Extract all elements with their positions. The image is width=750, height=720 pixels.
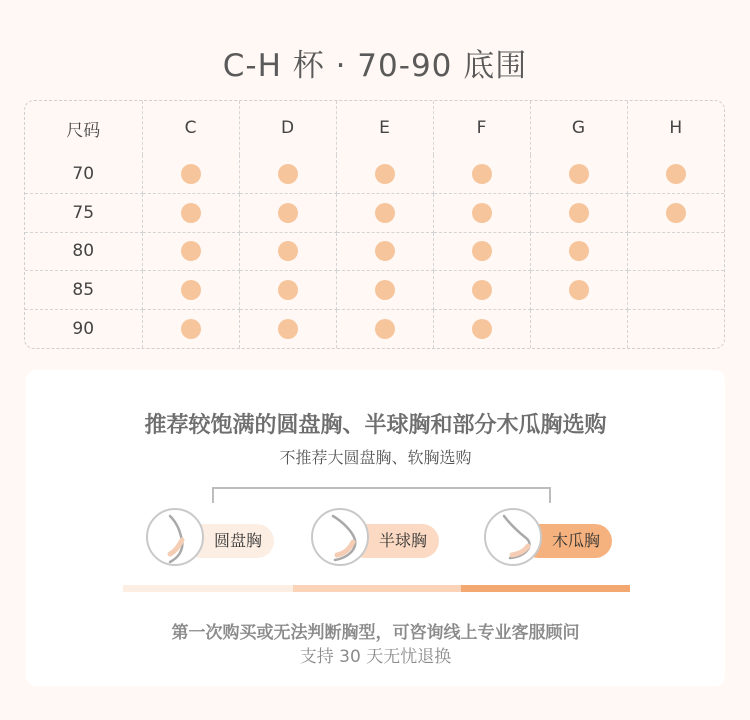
return-policy-note: 支持 30 天无忧退换	[299, 647, 452, 667]
available-dot-icon	[181, 241, 201, 261]
size-cell	[627, 309, 724, 348]
available-dot-icon	[278, 241, 298, 261]
available-dot-icon	[181, 280, 201, 300]
gradient-bar	[123, 585, 630, 592]
cup-header: C	[142, 101, 239, 155]
shape-label-hemisphere: 半球胸	[349, 524, 439, 558]
table-row	[25, 232, 724, 271]
available-dot-icon	[278, 203, 298, 223]
size-cell	[142, 232, 239, 271]
size-cell	[433, 309, 530, 348]
available-dot-icon	[278, 164, 298, 184]
table-row	[25, 309, 724, 348]
available-dot-icon	[278, 319, 298, 339]
available-dot-icon	[569, 203, 589, 223]
size-cell	[627, 271, 724, 310]
shape-label-disc: 圆盘胸	[184, 524, 274, 558]
size-cell	[627, 232, 724, 271]
size-cell	[239, 271, 336, 310]
size-cell	[627, 194, 724, 233]
size-cell	[530, 271, 627, 310]
bar-segment-1	[123, 585, 293, 592]
papaya-breast-icon	[484, 508, 542, 566]
available-dot-icon	[375, 241, 395, 261]
cup-header: H	[669, 118, 683, 138]
shape-papaya	[484, 508, 624, 570]
available-dot-icon	[472, 203, 492, 223]
available-dot-icon	[375, 164, 395, 184]
size-cell	[336, 309, 433, 348]
size-cell	[239, 194, 336, 233]
available-dot-icon	[181, 319, 201, 339]
cup-header: D	[239, 101, 336, 155]
available-dot-icon	[472, 164, 492, 184]
size-cell	[433, 232, 530, 271]
available-dot-icon	[278, 280, 298, 300]
band-size-cell: 75	[25, 194, 142, 233]
size-cell	[627, 155, 724, 194]
cup-header: E	[336, 101, 433, 155]
size-cell	[142, 155, 239, 194]
band-size-cell: 80	[25, 232, 142, 271]
band-size-cell: 90	[25, 309, 142, 348]
shape-hemisphere	[311, 508, 441, 570]
size-cell	[433, 155, 530, 194]
size-cell	[142, 309, 239, 348]
available-dot-icon	[181, 203, 201, 223]
available-dot-icon	[375, 203, 395, 223]
available-dot-icon	[375, 280, 395, 300]
shape-label-papaya: 木瓜胸	[522, 524, 612, 558]
table-row	[25, 155, 724, 194]
size-cell	[433, 271, 530, 310]
recommend-headline: 推荐较饱满的圆盘胸、半球胸和部分木瓜胸选购	[144, 413, 607, 438]
table-header-row	[25, 101, 724, 155]
disc-breast-icon	[146, 508, 204, 566]
bracket-divider	[212, 487, 551, 503]
available-dot-icon	[181, 164, 201, 184]
available-dot-icon	[472, 280, 492, 300]
available-dot-icon	[569, 280, 589, 300]
size-cell	[239, 309, 336, 348]
available-dot-icon	[666, 203, 686, 223]
available-dot-icon	[375, 319, 395, 339]
size-cell	[336, 155, 433, 194]
table-row	[25, 271, 724, 310]
page-title: C-H 杯 · 70-90 底围	[222, 48, 528, 84]
size-cell	[239, 232, 336, 271]
size-cell	[142, 194, 239, 233]
band-size-cell: 70	[25, 155, 142, 194]
available-dot-icon	[569, 164, 589, 184]
size-cell	[433, 194, 530, 233]
cup-header: F	[433, 101, 530, 155]
bar-segment-3	[461, 585, 630, 592]
table-row	[25, 194, 724, 233]
recommendation-card	[26, 370, 725, 686]
available-dot-icon	[472, 241, 492, 261]
size-cell	[530, 232, 627, 271]
size-chart-table	[24, 100, 725, 349]
size-cell	[530, 194, 627, 233]
shape-disc	[146, 508, 276, 570]
cup-header: G	[530, 101, 627, 155]
size-cell	[239, 155, 336, 194]
size-cell	[336, 232, 433, 271]
available-dot-icon	[472, 319, 492, 339]
size-cell	[336, 194, 433, 233]
corner-label: 尺码	[25, 101, 142, 155]
size-cell	[530, 309, 627, 348]
size-cell	[142, 271, 239, 310]
bar-segment-2	[293, 585, 461, 592]
available-dot-icon	[666, 164, 686, 184]
size-cell	[530, 155, 627, 194]
recommend-subline: 不推荐大圆盘胸、软胸选购	[279, 448, 472, 467]
available-dot-icon	[569, 241, 589, 261]
hemisphere-breast-icon	[311, 508, 369, 566]
size-cell	[336, 271, 433, 310]
consult-note: 第一次购买或无法判断胸型，可咨询线上专业客服顾问	[171, 623, 580, 643]
band-size-cell: 85	[25, 271, 142, 310]
